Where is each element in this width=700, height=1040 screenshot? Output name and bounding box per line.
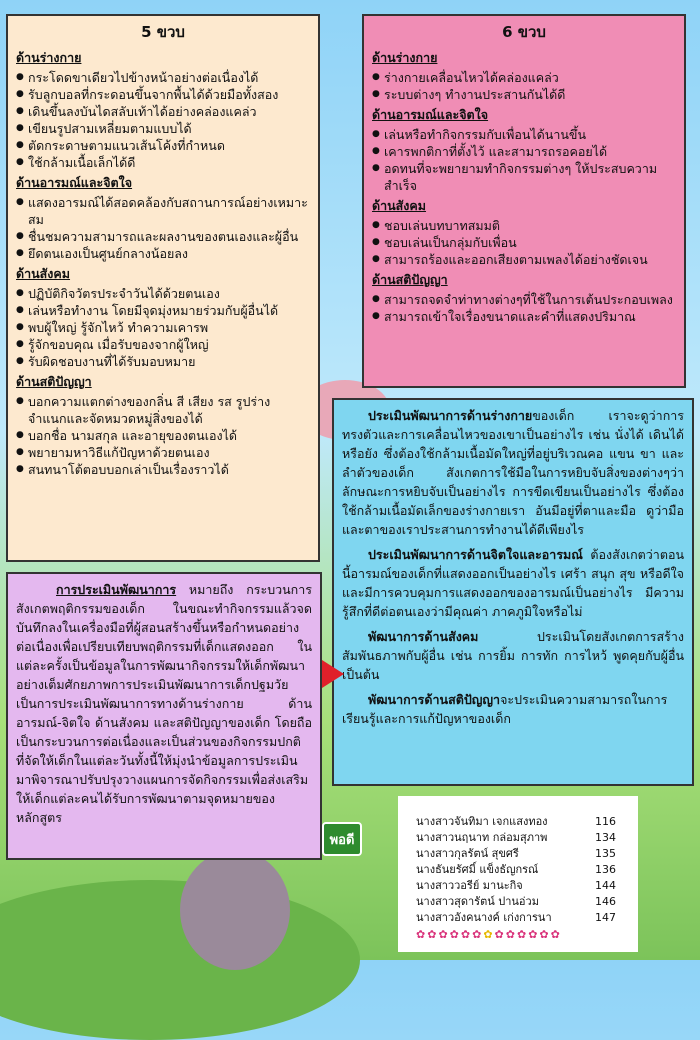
list-item: ● รู้จักขอบคุณ เมื่อรับของจากผู้ใหญ่ (16, 336, 310, 353)
arrow-right-icon (322, 660, 344, 688)
definition-panel (6, 572, 322, 860)
panel-6-years (362, 14, 686, 388)
section-heading: ด้านอารมณ์และจิตใจ (372, 107, 489, 122)
definition-text: การประเมินพัฒนาการ หมายถึง กระบวนการสังเกตพฤติกรรมของเด็ก ในขณะทำกิจกรรมแล้วจดบันทึกลงในเครื่องมือที่ผู้สอนสร้างขึ้นหรือกำหนดอย่างต่อเนื่องเพื่อเปรียบเทียบพฤติกรรมที่เด็กแสดงออก ในแต่ละครั้งเป็นข้อมูลในการพัฒนากิจกรรมให้เด็กพัฒนาอย่างเต็มศักยภาพการประเมินพัฒนาการเด็กปฐมวัย เป็นการประเมินพัฒนาการทางด้านร่างกาย ด้านอารมณ์-จิตใจ ด้านสังคม และสติปัญญาของเด็ก โดยถือเป็นกระบวนการต่อเนื่องและเป็นส่วนของกิจกรรมปกติ ที่จัดให้เด็กในแต่ละวันทั้งนี้ให้มุ่งนำข้อมูลการประเมินมาพิจารณาปรับปรุงวางแผนการจัดกิจกรรมเพื่อส่งเสริมให้เด็กแต่ละคนได้รับการพัฒนาตามจุดหมายของหลักสูตร (16, 582, 312, 825)
section-list (372, 291, 676, 325)
flower-icon: ✿ (505, 928, 515, 941)
list-item: ● สามารถจดจำท่าทางต่างๆที่ใช้ในการเต้นประกอบเพลง (372, 291, 676, 308)
flower-icon: ✿ (539, 928, 549, 941)
flower-icon: ✿ (427, 928, 437, 941)
panel-6-years-title: 6 ขวบ (502, 23, 546, 41)
section-list (16, 69, 310, 171)
evaluation-text: ของเด็ก เราจะดูว่าการทรงตัวและการเคลื่อนไหวของเขาเป็นอย่างไร เช่น นั่งได้ เดินได้หรือยัง ซึ่งต้องใช้กล้ามเนื้อมัดใหญ่ที่อยู่บริเวณคอ แขน ขา และลำตัวของเด็ก สังเกตการใช้มือในการหยิบจับสิ่งของต่างๆว่าลักษณะการหยิบจับเป็นอย่างไร การขีดเขียนเป็นอย่างไร ซึ่งต้องใช้กล้ามเนื้อมัดเล็กของร่างกายเรา อันมีอยู่ที่ตาและมือ ดูว่ามือและตาของเราประสานการทำงานได้ดีเพียงไร (342, 408, 684, 537)
list-item: ● สามารถร้องและออกเสียงตามเพลงได้อย่างชัดเจน (372, 251, 676, 268)
member-row (416, 862, 628, 878)
evaluation-paragraph (342, 545, 684, 621)
list-item: ● ร่างกายเคลื่อนไหวได้คล่องแคล่ว (372, 69, 676, 86)
flower-icon: ✿ (483, 928, 493, 941)
section-heading: ด้านสังคม (16, 266, 71, 281)
fit-button[interactable]: พอดี (322, 822, 362, 856)
list-item: ● สามารถเข้าใจเรื่องขนาดและคำที่แสดงปริมาณ (372, 308, 676, 325)
list-item: ● ระบบต่างๆ ทำงานประสานกันได้ดี (372, 86, 676, 103)
member-id: 116 (595, 815, 616, 828)
flower-icon: ✿ (528, 928, 538, 941)
list-item: ● ปฏิบัติกิจวัตรประจำวันได้ด้วยตนเอง (16, 285, 310, 302)
member-id: 144 (595, 879, 616, 892)
flower-icon: ✿ (438, 928, 448, 941)
list-item: ● แสดงอารมณ์ได้สอดคล้องกับสถานการณ์อย่างเหมาะสม (16, 194, 310, 228)
list-item: ● เล่นหรือทำงาน โดยมีจุดมุ่งหมายร่วมกับผู้อื่นได้ (16, 302, 310, 319)
section-list (372, 126, 676, 194)
section-heading: ด้านร่างกาย (16, 50, 82, 65)
member-id: 136 (595, 863, 616, 876)
member-name: นางสาวกุลรัตน์ สุขศรี (416, 847, 519, 860)
evaluation-paragraph (342, 627, 684, 684)
member-id: 147 (595, 911, 616, 924)
section-list (16, 393, 310, 478)
list-item: ● กระโดดขาเดียวไปข้างหน้าอย่างต่อเนื่องได้ (16, 69, 310, 86)
flower-icon: ✿ (416, 928, 426, 941)
list-item: ● เคารพกติกาที่ตั้งไว้ และสามารถรอคอยได้ (372, 143, 676, 160)
member-name: นางสาวสุดารัตน์ ปานอ่วม (416, 895, 539, 908)
list-item: ● อดทนที่จะพยายามทำกิจกรรมต่างๆ ให้ประสบความสำเร็จ (372, 160, 676, 194)
members-list (398, 796, 638, 952)
list-item: ● บอกความแตกต่างของกลิ่น สี เสียง รส รูปร่าง จำแนกและจัดหมวดหมู่สิ่งของได้ (16, 393, 310, 427)
section-heading: ด้านสติปัญญา (16, 374, 92, 389)
list-item: ● เขียนรูปสามเหลี่ยมตามแบบได้ (16, 120, 310, 137)
definition-title: การประเมินพัฒนาการ (56, 582, 177, 597)
evaluation-heading: พัฒนาการด้านสติปัญญา (368, 692, 501, 707)
list-item: ● พบผู้ใหญ่ รู้จักไหว้ ทำความเคารพ (16, 319, 310, 336)
evaluation-heading: ประเมินพัฒนาการด้านร่างกาย (368, 408, 533, 423)
flower-icon: ✿ (516, 928, 527, 941)
flower-border (416, 928, 628, 941)
list-item: ● ยึดตนเองเป็นศูนย์กลางน้อยลง (16, 245, 310, 262)
evaluation-heading: พัฒนาการด้านสังคม (368, 629, 479, 644)
list-item: ● รับลูกบอลที่กระดอนขึ้นจากพื้นได้ด้วยมือทั้งสอง (16, 86, 310, 103)
flower-icon: ✿ (494, 928, 504, 941)
member-name: นางสาวนฤนาท กล่อมสุภาพ (416, 831, 548, 844)
evaluation-text: จะประเมินความสามารถในการเรียนรู้และการแก้ปัญหาของเด็ก (342, 692, 668, 726)
member-name: นางธันยรัศมิ์ แข็งธัญกรณ์ (416, 863, 539, 876)
evaluation-heading: ประเมินพัฒนาการด้านจิตใจและอารมณ์ (368, 547, 583, 562)
evaluation-panel (332, 398, 694, 786)
list-item: ● เดินขึ้นลงบันไดสลับเท้าได้อย่างคล่องแคล่ว (16, 103, 310, 120)
member-id: 135 (595, 847, 616, 860)
panel-5-years-title: 5 ขวบ (141, 23, 185, 41)
background-figure (180, 850, 290, 970)
evaluation-paragraph (342, 690, 684, 728)
evaluation-text: ประเมินโดยสังเกตการสร้างสัมพันธภาพกับผู้อื่น เช่น การยิ้ม การทัก การไหว้ พูดคุยกับผู้อื่น เป็นต้น (342, 629, 684, 682)
list-item: ● ชอบเล่นบทบาทสมมติ (372, 217, 676, 234)
section-heading: ด้านสังคม (372, 198, 427, 213)
section-list (372, 217, 676, 268)
list-item: ● ตัดกระดาษตามแนวเส้นโค้งที่กำหนด (16, 137, 310, 154)
member-row (416, 910, 628, 926)
panel-5-years (6, 14, 320, 562)
evaluation-paragraph (342, 406, 684, 539)
list-item: ● สนทนาโต้ตอบบอกเล่าเป็นเรื่องราวได้ (16, 461, 310, 478)
section-list (372, 69, 676, 103)
evaluation-text: ต้องสังเกตว่าตอนนี้อารมณ์ของเด็กที่แสดงออกเป็นอย่างไร เศร้า สนุก สุข หรือดีใจ และมีการควบคุมการแสดงออกของอารมณ์เป็นอย่างไร มีความรู้สึกที่ดีต่อตนเองว่ามีคุณค่า ภาคภูมิใจหรือไม่ (342, 547, 684, 619)
section-list (16, 194, 310, 262)
list-item: ● บอกชื่อ นามสกุล และอายุของตนเองได้ (16, 427, 310, 444)
member-row (416, 846, 628, 862)
section-heading: ด้านสติปัญญา (372, 272, 448, 287)
list-item: ● เล่นหรือทำกิจกรรมกับเพื่อนได้นานขึ้น (372, 126, 676, 143)
section-heading: ด้านอารมณ์และจิตใจ (16, 175, 133, 190)
list-item: ● รับผิดชอบงานที่ได้รับมอบหมาย (16, 353, 310, 370)
list-item: ● พยายามหาวิธีแก้ปัญหาด้วยตนเอง (16, 444, 310, 461)
member-id: 146 (595, 895, 616, 908)
flower-icon: ✿ (472, 928, 482, 941)
member-row (416, 830, 628, 846)
list-item: ● ชื่นชมความสามารถและผลงานของตนเองและผู้อื่น (16, 228, 310, 245)
member-name: นางสาวอังคนางค์ เก่งการนา (416, 911, 552, 924)
member-name: นางสาววอรีย์ มานะกิจ (416, 879, 523, 892)
member-row (416, 894, 628, 910)
flower-icon: ✿ (449, 928, 459, 941)
member-row (416, 814, 628, 830)
section-heading: ด้านร่างกาย (372, 50, 438, 65)
member-name: นางสาวจันทิมา เจกแสงทอง (416, 815, 548, 828)
flower-icon: ✿ (550, 928, 560, 941)
list-item: ● ชอบเล่นเป็นกลุ่มกับเพื่อน (372, 234, 676, 251)
section-list (16, 285, 310, 370)
member-row (416, 878, 628, 894)
flower-icon: ✿ (460, 928, 471, 941)
member-id: 134 (595, 831, 616, 844)
list-item: ● ใช้กล้ามเนื้อเล็กได้ดี (16, 154, 310, 171)
